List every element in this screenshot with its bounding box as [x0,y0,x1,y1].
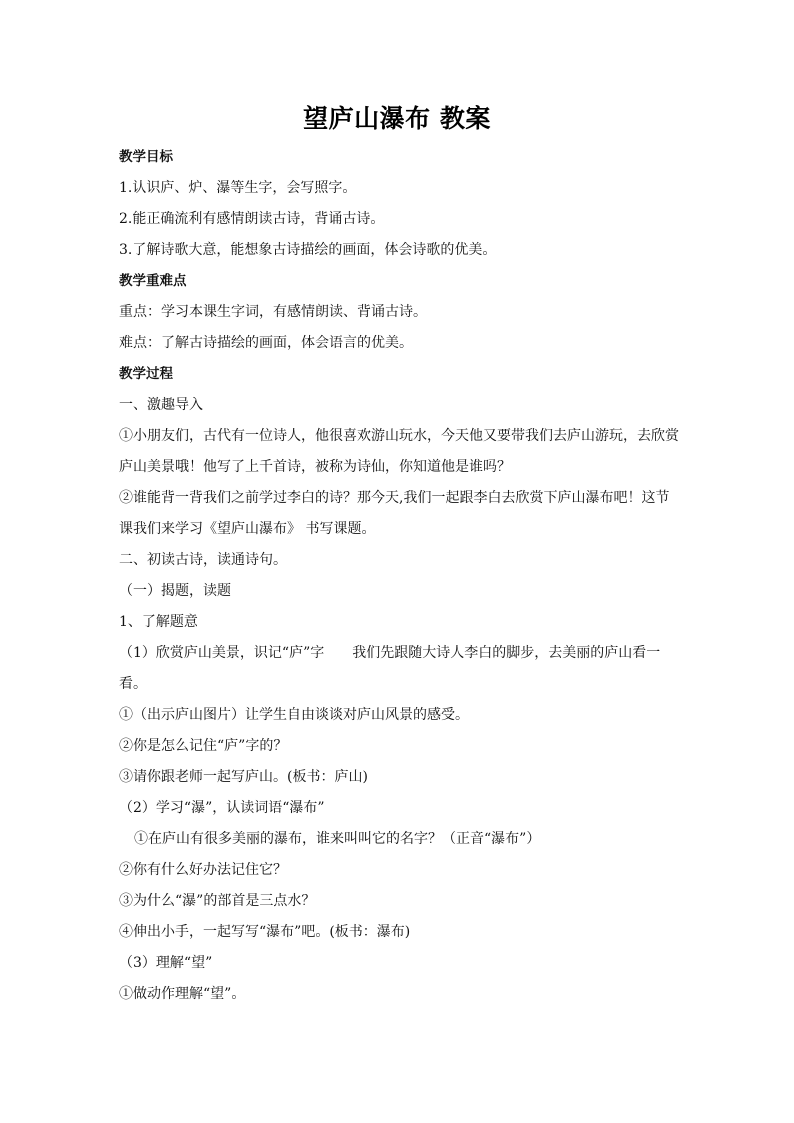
part-heading-1: 一、激趣导入 [119,397,203,413]
step-item: ②你是怎么记住“庐”字的？ [119,738,288,754]
paragraph-line: 课我们来学习《望庐山瀑布》 书写课题。 [119,521,376,537]
paragraph-line: 庐山美景哦！他写了上千首诗，被称为诗仙，你知道他是谁吗？ [119,459,511,475]
paragraph-line: 看。 [119,676,147,692]
goal-item-1: 1.认识庐、炉、瀑等生字，会写照字。 [119,180,357,196]
sub-heading-1: （一）揭题，读题 [119,583,231,599]
step-item: ③为什么“瀑”的部首是三点水？ [119,893,316,909]
step-item: ①在庐山有很多美丽的瀑布，谁来叫叫它的名字？（正音“瀑布”） [134,831,541,847]
step-heading-1-label: （1）欣赏庐山美景，识记“庐”字 [119,645,325,661]
section-heading-goals: 教学目标 [119,149,173,165]
step-heading-3: （3）理解“望” [119,955,213,971]
key-point: 重点：学习本课生字词，有感情朗读、背诵古诗。 [119,304,427,320]
section-heading-process: 教学过程 [119,366,173,382]
item-heading-1: 1、了解题意 [119,614,198,630]
step-item: ④伸出小手，一起写写“瀑布”吧。(板书：瀑布) [119,924,411,940]
part-heading-2: 二、初读古诗，读通诗句。 [119,552,287,568]
step-heading-1 [119,638,679,669]
step-item: ②你有什么好办法记住它？ [119,862,287,878]
step-item: ①做动作理解“望”。 [119,986,246,1002]
goal-item-3: 3.了解诗歌大意，能想象古诗描绘的画面，体会诗歌的优美。 [119,242,497,258]
step-item: ①（出示庐山图片）让学生自由谈谈对庐山风景的感受。 [119,707,469,723]
difficult-point: 难点：了解古诗描绘的画面，体会语言的优美。 [119,335,413,351]
step-heading-2: （2）学习“瀑”，认读词语“瀑布” [119,800,325,816]
goal-item-2: 2.能正确流利有感情朗读古诗，背诵古诗。 [119,211,385,227]
paragraph-line: ①小朋友们，古代有一位诗人，他很喜欢游山玩水，今天他又要带我们去庐山游玩，去欣赏 [119,428,679,444]
step-heading-1-text: 我们先跟随大诗人李白的脚步，去美丽的庐山看一 [352,645,661,661]
paragraph-line: ②谁能背一背我们之前学过李白的诗？那今天,我们一起跟李白去欣赏下庐山瀑布吧！这节 [119,490,670,506]
section-heading-keypoints: 教学重难点 [119,273,187,289]
document-body [119,142,679,1010]
step-item: ③请你跟老师一起写庐山。(板书：庐山) [119,769,368,785]
document-title: 望庐山瀑布 教案 [303,104,491,133]
